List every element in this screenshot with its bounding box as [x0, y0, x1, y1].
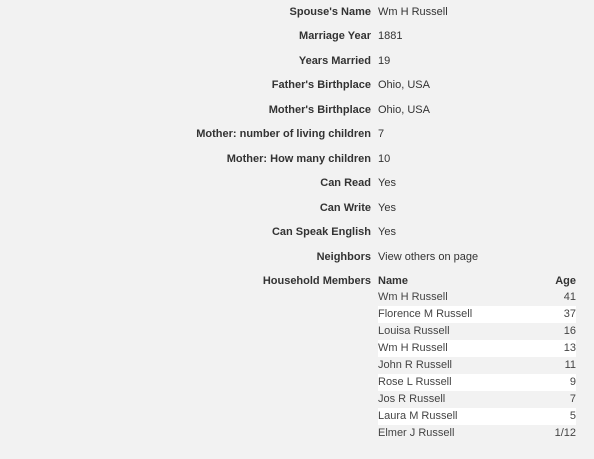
- household-member-age: 41: [563, 291, 576, 303]
- detail-row-can-read: [0, 174, 594, 192]
- detail-value: Ohio, USA: [378, 79, 430, 91]
- detail-label: Can Read: [320, 177, 371, 189]
- household-row: [378, 340, 576, 357]
- household-row: [378, 289, 576, 306]
- detail-row-spouse-name: [0, 3, 594, 21]
- detail-label: Can Write: [319, 202, 371, 214]
- detail-label: Can Speak English: [271, 226, 371, 238]
- detail-value: 19: [378, 55, 391, 67]
- detail-row-mothers-birthplace: [0, 101, 594, 119]
- household-row: [378, 425, 576, 442]
- household-member-age: 7: [569, 393, 576, 405]
- detail-label: Mother: number of living children: [196, 128, 371, 140]
- detail-row-years-married: [0, 52, 594, 70]
- detail-value: Wm H Russell: [378, 6, 448, 18]
- household-member-age: 16: [563, 325, 576, 337]
- detail-label: Years Married: [298, 55, 371, 67]
- household-members-label: Household Members: [262, 275, 371, 287]
- household-member-age: 5: [569, 410, 576, 422]
- detail-value: Yes: [378, 177, 396, 189]
- detail-label: Spouse's Name: [289, 6, 371, 18]
- household-member-name: Elmer J Russell: [378, 427, 455, 439]
- household-member-name: Jos R Russell: [378, 393, 446, 405]
- detail-row-can-write: [0, 199, 594, 217]
- detail-value: 7: [378, 128, 385, 140]
- detail-row-total-children: [0, 150, 594, 168]
- household-row: [378, 408, 576, 425]
- household-member-name: Louisa Russell: [378, 325, 450, 337]
- detail-label: Neighbors: [316, 251, 371, 263]
- household-member-name: Laura M Russell: [378, 410, 458, 422]
- household-row: [378, 323, 576, 340]
- detail-value: 1881: [378, 30, 403, 42]
- household-row: [378, 357, 576, 374]
- household-row: [378, 391, 576, 408]
- detail-row-neighbors: [0, 248, 594, 266]
- detail-value: 10: [378, 153, 391, 165]
- detail-label: Marriage Year: [299, 30, 371, 42]
- household-member-age: 13: [563, 342, 576, 354]
- detail-label: Mother: How many children: [226, 153, 371, 165]
- household-member-name: Wm H Russell: [378, 342, 448, 354]
- detail-value: Ohio, USA: [378, 104, 430, 116]
- household-member-age: 37: [563, 308, 576, 320]
- detail-row-living-children: [0, 125, 594, 143]
- household-row: [378, 306, 576, 323]
- household-member-name: John R Russell: [378, 359, 452, 371]
- household-member-age: 1/12: [554, 427, 576, 439]
- household-member-name: Florence M Russell: [378, 308, 473, 320]
- view-neighbors-link[interactable]: View others on page: [378, 251, 479, 263]
- household-member-name: Rose L Russell: [378, 376, 452, 388]
- household-table-header: [378, 272, 576, 290]
- detail-row-marriage-year: [0, 27, 594, 45]
- household-member-age: 9: [569, 376, 576, 388]
- detail-row-can-speak-english: [0, 223, 594, 241]
- household-row: [378, 374, 576, 391]
- detail-row-fathers-birthplace: [0, 76, 594, 94]
- household-col-name: Name: [378, 275, 408, 287]
- detail-value: Yes: [378, 202, 396, 214]
- detail-value: Yes: [378, 226, 396, 238]
- detail-label: Father's Birthplace: [271, 79, 371, 91]
- household-col-age: Age: [555, 275, 576, 287]
- detail-label: Mother's Birthplace: [268, 104, 371, 116]
- household-member-age: 11: [564, 359, 576, 371]
- household-member-name: Wm H Russell: [378, 291, 448, 303]
